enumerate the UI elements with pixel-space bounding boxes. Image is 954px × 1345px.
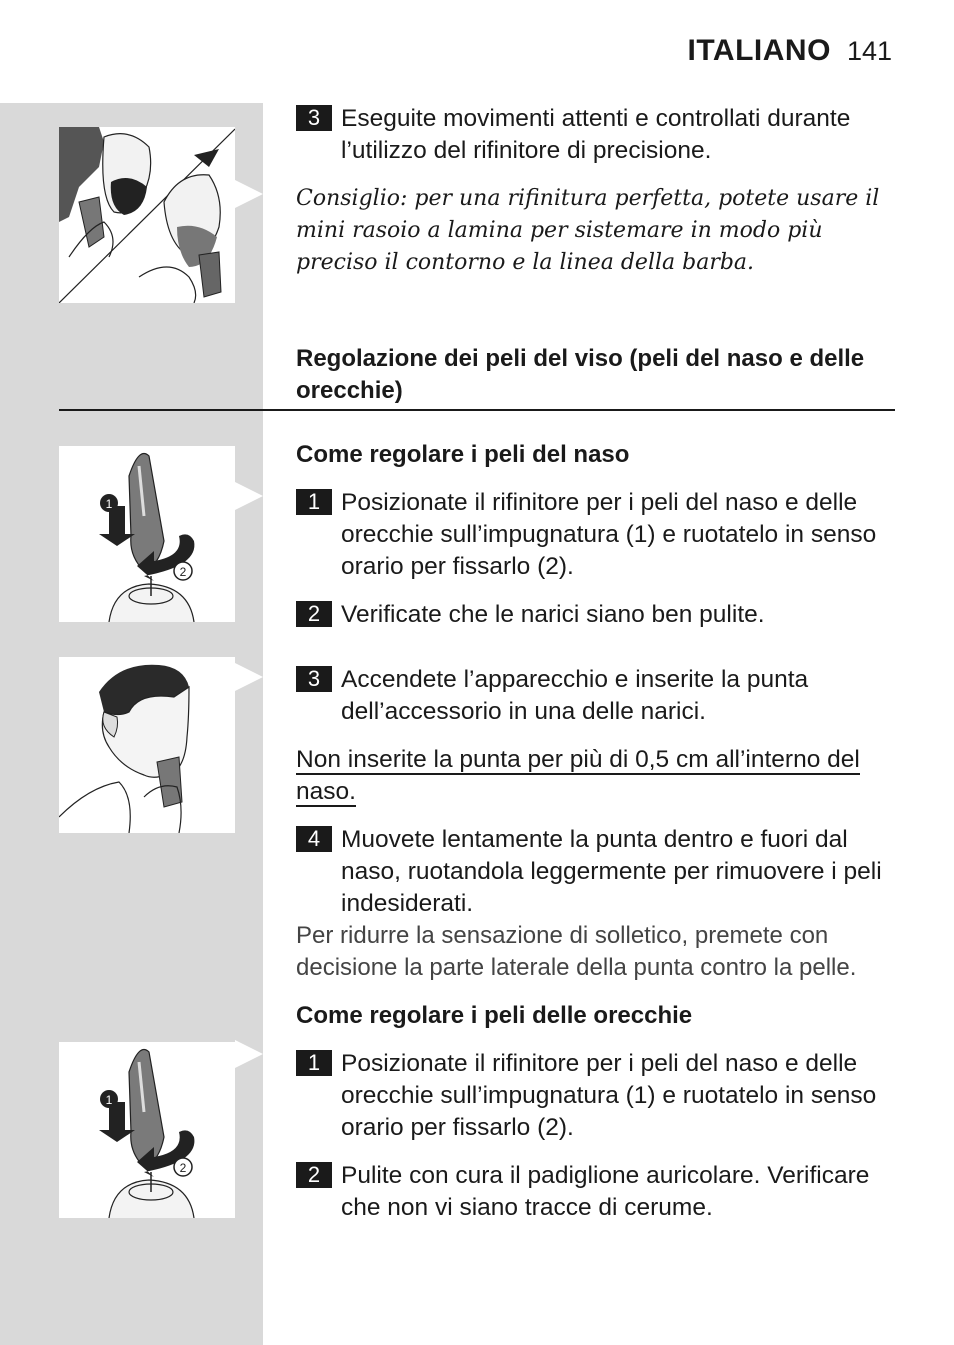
- step-number: 4: [296, 826, 332, 852]
- step-text: Posizionate il rifinitore per i peli del naso e delle orecchie sull’impugnatura (1) e ruotatelo in senso orario per fissarlo (2).: [341, 1050, 877, 1141]
- nose-step-1: [296, 487, 896, 583]
- note-text: Per ridurre la sensazione di solletico, premete con decisione la parte laterale della punta contro la pelle.: [296, 922, 857, 981]
- figure-nose-attachment: [59, 446, 235, 622]
- section-divider: [59, 409, 895, 411]
- figure-pointer: [235, 482, 263, 510]
- figure-ear-attachment: [59, 1042, 235, 1218]
- step-number: 2: [296, 601, 332, 627]
- nose-trimming-illustration: [59, 657, 235, 833]
- step-3-trim: [296, 103, 896, 167]
- figure-pointer: [235, 1040, 263, 1068]
- figure-beard-trimming: [59, 127, 235, 303]
- step-number: 3: [296, 105, 332, 131]
- step-number: 3: [296, 666, 332, 692]
- step-number: 2: [296, 1162, 332, 1188]
- ear-step-2: [296, 1160, 896, 1224]
- figure-pointer: [235, 663, 263, 691]
- warning-text: [296, 744, 886, 808]
- beard-trimming-illustration: [59, 127, 235, 303]
- figure-nose-trimming: [59, 657, 235, 833]
- step-text: Eseguite movimenti attenti e controllati durante l’utilizzo del rifinitore di precisione.: [341, 105, 851, 164]
- step-number: 1: [296, 489, 332, 515]
- nose-step-3: [296, 664, 896, 728]
- attachment-illustration: [59, 1042, 235, 1218]
- ear-heading: Come regolare i peli delle orecchie: [296, 1002, 693, 1029]
- figure-pointer: [235, 180, 263, 208]
- nose-heading: Come regolare i peli del naso: [296, 441, 630, 468]
- nose-step-2: [296, 599, 896, 631]
- step-text: Accendete l’apparecchio e inserite la punta dell’accessorio in una delle narici.: [341, 666, 809, 725]
- section-title: Regolazione dei peli del viso (peli del naso e delle orecchie): [296, 345, 865, 404]
- step-text: Muovete lentamente la punta dentro e fuori dal naso, ruotandola leggermente per rimuovere i peli indesiderati.: [341, 826, 882, 917]
- attachment-illustration: [59, 446, 235, 622]
- step-text: Pulite con cura il padiglione auricolare. Verificare che non vi siano tracce di cerume.: [341, 1162, 870, 1221]
- tip-text: Consiglio: per una rifinitura perfetta, potete usare il mini rasoio a lamina per sistemare in modo più preciso il contorno e la linea della barba.: [296, 186, 880, 275]
- badge-1: 1: [105, 1093, 113, 1107]
- step-text: Posizionate il rifinitore per i peli del naso e delle orecchie sull’impugnatura (1) e ruotatelo in senso orario per fissarlo (2).: [341, 489, 877, 580]
- badge-2: 2: [179, 1161, 187, 1175]
- badge-2: 2: [179, 565, 187, 579]
- page-number: 141: [846, 36, 892, 66]
- nose-step-4: [296, 824, 896, 920]
- step-number: 1: [296, 1050, 332, 1076]
- ear-step-1: [296, 1048, 896, 1144]
- warning-underlined: Non inserite la punta per più di 0,5 cm all’interno del naso.: [296, 746, 860, 805]
- badge-1: 1: [105, 497, 113, 511]
- page-header: [688, 34, 893, 68]
- step-text: Verificate che le narici siano ben pulite.: [341, 601, 765, 628]
- language-label: ITALIANO: [687, 34, 831, 67]
